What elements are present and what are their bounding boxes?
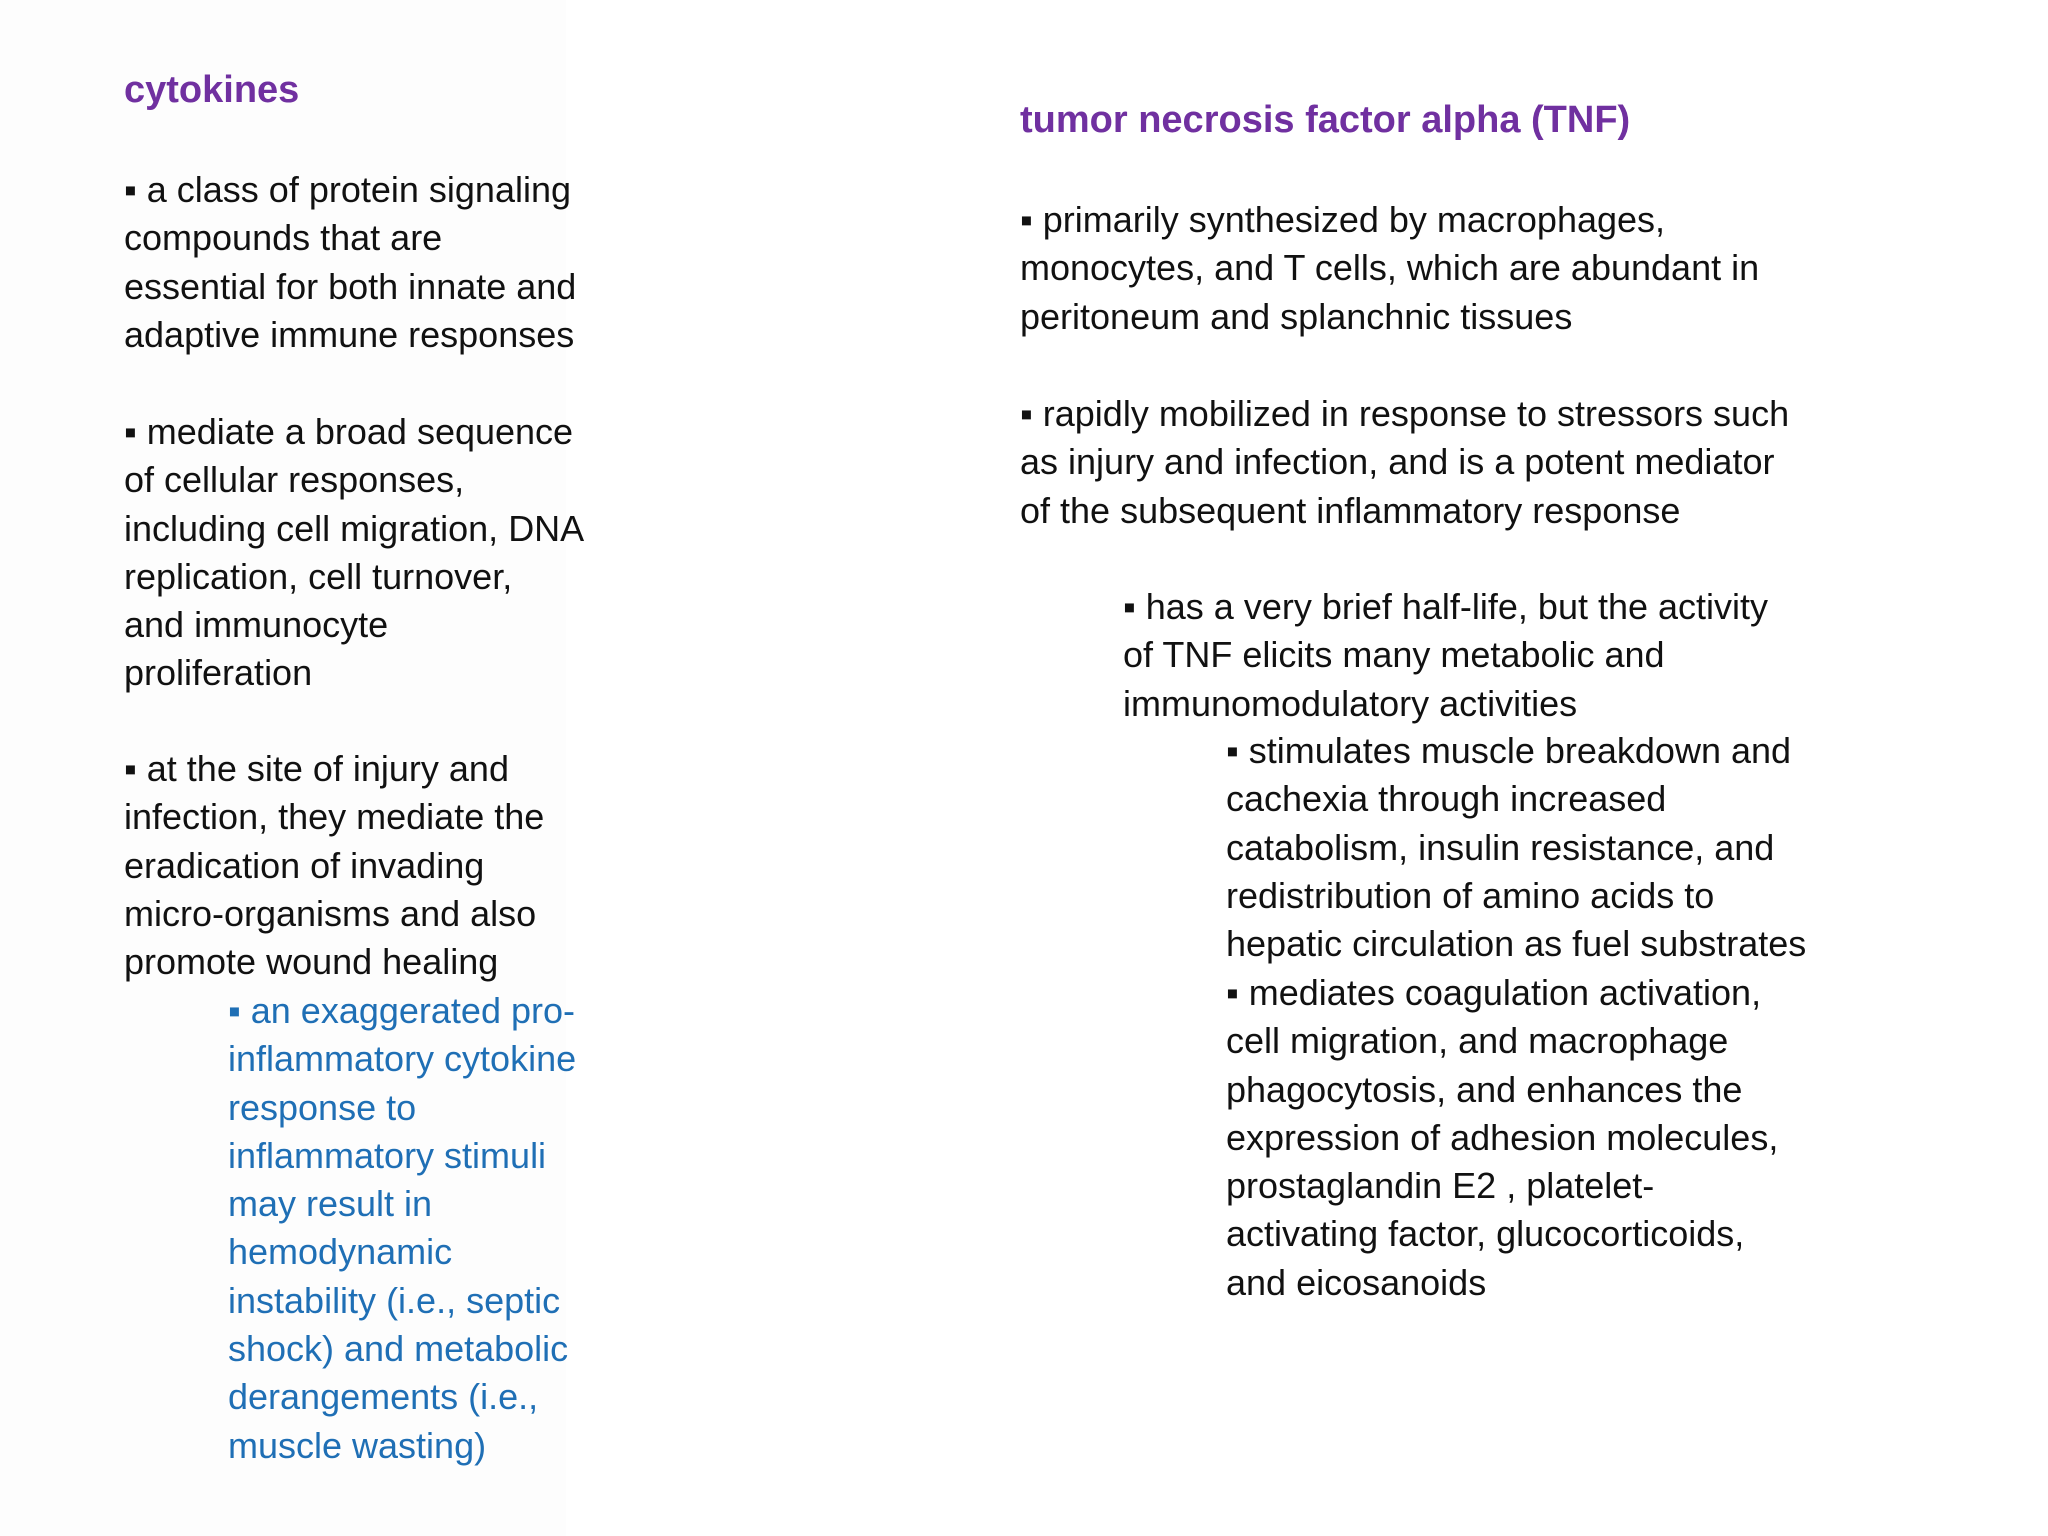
tnf-bullet-1: ▪ primarily synthesized by macrophages, monocytes, and T cells, which are abundant in peritoneum and splanchnic tissues [1020,199,1760,337]
cytokines-sub-bullet: ▪ an exaggerated pro- inflammatory cytokine response to inflammatory stimuli may result in hemodynamic instability (i.e., septic shock) and metabolic derangements (i.e., muscle wasting) [228,990,577,1466]
tnf-bullet-2: ▪ rapidly mobilized in response to stressors such as injury and infection, and is a potent mediator of the subsequent inflammatory response [1020,393,1790,531]
tnf-sub-bullet: ▪ has a very brief half-life, but the activity of TNF elicits many metabolic and immunomodulatory activities [1123,586,1769,724]
tnf-sub-sub-bullet-1: ▪ stimulates muscle breakdown and cachexia through increased catabolism, insulin resistance, and redistribution of amino acids to hepatic circulation as fuel substrates [1226,730,1807,965]
cytokines-bullet-3: ▪ at the site of injury and infection, they mediate the eradication of invading micro-organisms and also promote wound healing [124,748,545,983]
tnf-sub-sub-bullet-2: ▪ mediates coagulation activation, cell migration, and macrophage phagocytosis, and enhances the expression of adhesion molecules, prostaglandin E2 , platelet- activating factor, glucocorticoids, and eicosanoids [1226,972,1779,1303]
cytokines-bullet-2: ▪ mediate a broad sequence of cellular responses, including cell migration, DNA replication, cell turnover, and immunocyte proliferation [124,411,585,694]
cytokines-bullet-1: ▪ a class of protein signaling compounds that are essential for both innate and adaptive immune responses [124,169,577,355]
cytokines-heading: cytokines [124,69,300,111]
tnf-heading: tumor necrosis factor alpha (TNF) [1020,99,1631,141]
